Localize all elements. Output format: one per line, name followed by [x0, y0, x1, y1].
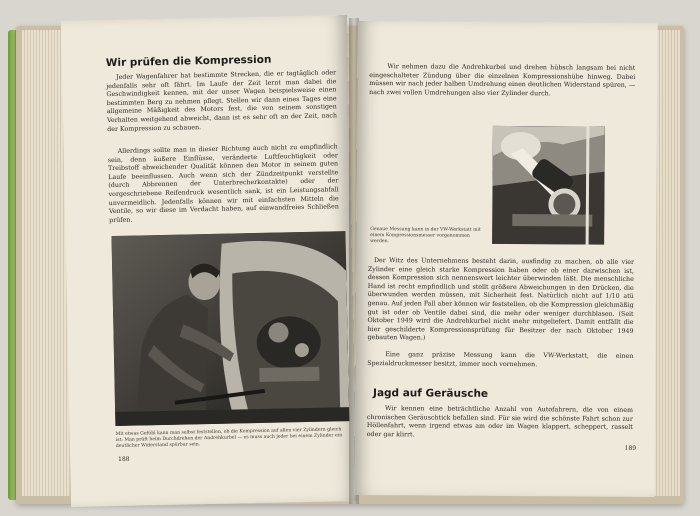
- right-page-paragraph-2: Der Witz des Unternehmens besteht darin, ausfindig zu machen, ob alle vier Zylinder eine gleich starke Kompression haben oder ob einer dazwischen ist, dessen Kompression sich nennenswert leichter überwinden läßt. Die menschliche Hand ist recht empfindlich und stellt größere Abweichungen in den Drücken, die überwunden werden müssen, mit Sicherheit fest. Natürlich nicht auf 1/10 atü genau. Auf jeden Fall aber können wir feststellen, ob die Kompression gleichmäßig gut ist oder ob Ventile dabei sind, die mehr oder weniger durchblasen. (Seit Oktober 1949 wird die Andrehkurbel nicht mehr mitgeliefert. Damit entfällt die hier geschilderte Kompressionsprüfung für Besitzer der nach Oktober 1949 gebauten Wagen.): [367, 257, 635, 342]
- right-page: [354, 21, 657, 497]
- left-page-heading: Wir prüfen die Kompression: [105, 53, 272, 70]
- left-page-number: 188: [118, 455, 130, 463]
- mechanic-engine-illustration: [111, 231, 349, 426]
- compression-gauge-illustration: [492, 126, 605, 245]
- left-page-paragraph-2: Allerdings sollte man in dieser Richtung auch nicht zu empfindlich sein, denn äußere Einflüsse, veränderte Luftfeuchtigkeit oder Treibstoff abweichender Qualität können den Motor in seinem guten Laufe beeinflussen. Auch wenn sich der Zündzeitpunkt verstellte (durch Abbrennen der Unterbrecherkontakte) oder der vorgeschriebene Reifendruck wesentlich sank, ist ein Leistungsabfall unvermeidlich. Jedenfalls können wir mit einfachsten Mitteln die Ventile, so wir diese im Verdacht haben, auf einwandfreies Schließen prüfen.: [107, 143, 339, 224]
- left-page-paragraph-1: Jeder Wagenfahrer hat bestimmte Strecken, die er tagtäglich oder jedenfalls sehr oft fährt. Im Laufe der Zeit lernt man dabei die Geschwindigkeit kennen, mit der unser Wagen beispielsweise einen bestimmten Berg zu nehmen pflegt. Stellen wir dann eines Tages eine allgemeine Mäßigkeit des Motors fest, die von seinem sonstigen Verhalten weitgehend abweicht, dann ist es sehr oft an der Zeit, nach der Kompression zu schauen.: [106, 69, 338, 133]
- page-stack-right: [654, 30, 680, 496]
- left-page: [61, 15, 357, 507]
- right-page-paragraph-1: Wir nehmen dazu die Andrehkurbel und drehen hübsch langsam bei nicht eingeschalteter Zündung über die einzelnen Kompressionshübe hinweg. Dabei müssen wir nach jeder halben Umdrehung einen deutlichen Widerstand spüren, — nach zwei vollen Umdrehungen also vier Zylinder durch.: [369, 63, 636, 98]
- compression-gauge-photo: [492, 126, 605, 245]
- mechanic-engine-photo: [111, 231, 349, 426]
- right-page-number: 189: [624, 444, 637, 452]
- right-photo-caption: Genaue Messung kann in der VW-Werkstatt mit einem Kompressionsmesser vorgenommen werden.: [370, 227, 481, 245]
- left-photo-caption: Mit etwas Gefühl kann man selbst feststellen, ob die Kompression auf allen vier Zylindern gleich ist: Man prüft beim Durchdrehen der Andrehkurbel — es muss auch jeder bei einem Zylinder ein deutlicher Widerstand spürbar sein.: [115, 427, 343, 449]
- right-page-paragraph-3: Eine ganz präzise Messung kann die VW-Werkstatt, die einen Spezialdruckmesser besitzt, immer noch vornehmen.: [367, 351, 634, 368]
- right-page-paragraph-4: Wir kennen eine beträchtliche Anzahl von Autofahrern, die von einem chronischen Geräuschtick befallen sind. Für sie wird die schönste Fahrt schon zur Höllenfahrt, wenn irgend etwas am oder im Wagen klappert, scheppert, rasselt oder gar klirrt.: [366, 405, 633, 439]
- right-page-heading: Jagd auf Geräusche: [373, 387, 489, 400]
